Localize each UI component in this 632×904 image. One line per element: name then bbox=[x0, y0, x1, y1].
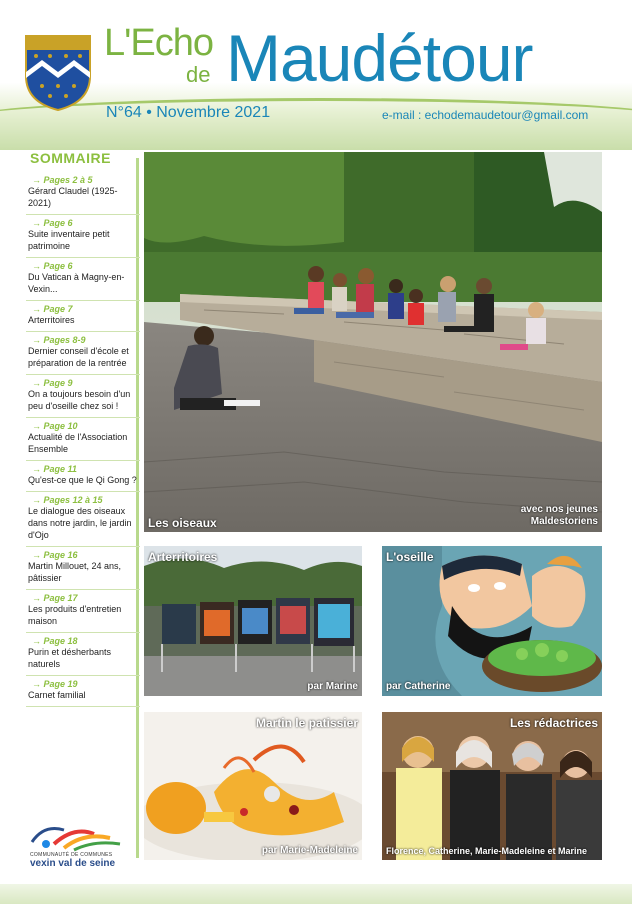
community-logo-line1: COMMUNAUTÉ DE COMMUNES bbox=[30, 852, 113, 858]
photo-loseille bbox=[382, 546, 602, 696]
photo-arterritoires-caption: par Marine bbox=[307, 681, 358, 692]
toc-page-number: → Page 9 bbox=[28, 378, 140, 388]
toc-page-number: → Page 18 bbox=[28, 636, 140, 646]
sommaire bbox=[26, 150, 140, 707]
toc-item[interactable] bbox=[26, 676, 140, 707]
title-maudetour: Maudétour bbox=[226, 21, 533, 95]
title-echo: L'Echo bbox=[104, 22, 214, 64]
toc-page-number: → Page 6 bbox=[28, 218, 140, 228]
toc-item[interactable] bbox=[26, 332, 140, 375]
toc-page-number: → Pages 12 à 15 bbox=[28, 495, 140, 505]
crest-logo bbox=[22, 32, 94, 112]
toc-item[interactable] bbox=[26, 375, 140, 418]
photo-redactrices-caption: Florence, Catherine, Marie-Madeleine et Marine bbox=[386, 846, 588, 856]
photo-les-oiseaux-image bbox=[144, 152, 602, 532]
photo-loseille-image bbox=[382, 546, 602, 696]
toc-item[interactable] bbox=[26, 492, 140, 547]
toc-item-title: Arterritoires bbox=[28, 315, 75, 325]
title-de: de bbox=[186, 62, 211, 87]
toc-item-title: Purin et désherbants naturels bbox=[28, 647, 112, 669]
toc-item[interactable] bbox=[26, 547, 140, 590]
photo-loseille-title: L'oseille bbox=[386, 550, 434, 564]
photo-redactrices-title: Les rédactrices bbox=[509, 716, 598, 730]
email-address[interactable]: e-mail : echodemaudetour@gmail.com bbox=[382, 108, 589, 122]
toc-page-number: → Page 16 bbox=[28, 550, 140, 560]
photo-redactrices bbox=[382, 712, 602, 860]
footer-band bbox=[0, 884, 632, 904]
toc-item[interactable] bbox=[26, 461, 140, 492]
toc-item[interactable] bbox=[26, 590, 140, 633]
toc-item-title: Carnet familial bbox=[28, 690, 86, 700]
toc-item-title: Le dialogue des oiseaux dans notre jardin, le jardin d'Ojo bbox=[28, 506, 132, 540]
toc-item-title: Du Vatican à Magny-en-Vexin... bbox=[28, 272, 125, 294]
toc-page-number: → Page 10 bbox=[28, 421, 140, 431]
toc-item[interactable] bbox=[26, 633, 140, 676]
toc-page-number: → Pages 8-9 bbox=[28, 335, 140, 345]
toc-item[interactable] bbox=[26, 301, 140, 332]
photo-arterritoires-title: Arterritoires bbox=[148, 550, 218, 564]
photo-martin-caption: par Marie-Madeleine bbox=[261, 845, 358, 856]
toc-list bbox=[26, 172, 140, 707]
toc-page-number: → Page 6 bbox=[28, 261, 140, 271]
toc-item[interactable] bbox=[26, 172, 140, 215]
toc-page-number: → Pages 2 à 5 bbox=[28, 175, 140, 185]
toc-page-number: → Page 11 bbox=[28, 464, 140, 474]
toc-page-number: → Page 19 bbox=[28, 679, 140, 689]
photo-martin-image bbox=[144, 712, 362, 860]
toc-item-title: Qu'est-ce que le Qi Gong ? bbox=[28, 475, 137, 485]
toc-item-title: Actualité de l'Association Ensemble bbox=[28, 432, 128, 454]
photo-les-oiseaux-title: Les oiseaux bbox=[148, 516, 217, 530]
sommaire-title: SOMMAIRE bbox=[30, 150, 111, 166]
toc-item-title: Les produits d'entretien maison bbox=[28, 604, 122, 626]
toc-item-title: Gérard Claudel (1925-2021) bbox=[28, 186, 118, 208]
photo-loseille-caption: par Catherine bbox=[386, 681, 451, 692]
photo-arterritoires bbox=[144, 546, 362, 696]
issue-number: N°64 • Novembre 2021 bbox=[106, 104, 271, 121]
toc-item-title: Martin Millouet, 24 ans, pâtissier bbox=[28, 561, 122, 583]
photo-martin bbox=[144, 712, 362, 860]
toc-page-number: → Page 7 bbox=[28, 304, 140, 314]
toc-item-title: Dernier conseil d'école et préparation de la rentrée bbox=[28, 346, 129, 368]
community-logo bbox=[24, 822, 128, 872]
photo-les-oiseaux bbox=[144, 152, 602, 532]
toc-item-title: Suite inventaire petit patrimoine bbox=[28, 229, 110, 251]
photo-martin-title: Martin le patissier bbox=[255, 716, 358, 730]
toc-item[interactable] bbox=[26, 215, 140, 258]
photo-arterritoires-image bbox=[144, 546, 362, 696]
photo-redactrices-image bbox=[382, 712, 602, 860]
community-logo-line2: vexin val de seine bbox=[30, 858, 116, 869]
toc-item-title: On a toujours besoin d'un peu d'oseille chez soi ! bbox=[28, 389, 131, 411]
photo-les-oiseaux-caption: avec nos jeunes Maldestoriens bbox=[520, 504, 598, 527]
toc-item[interactable] bbox=[26, 418, 140, 461]
toc-item[interactable] bbox=[26, 258, 140, 301]
community-logo-icon bbox=[24, 822, 128, 852]
toc-page-number: → Page 17 bbox=[28, 593, 140, 603]
